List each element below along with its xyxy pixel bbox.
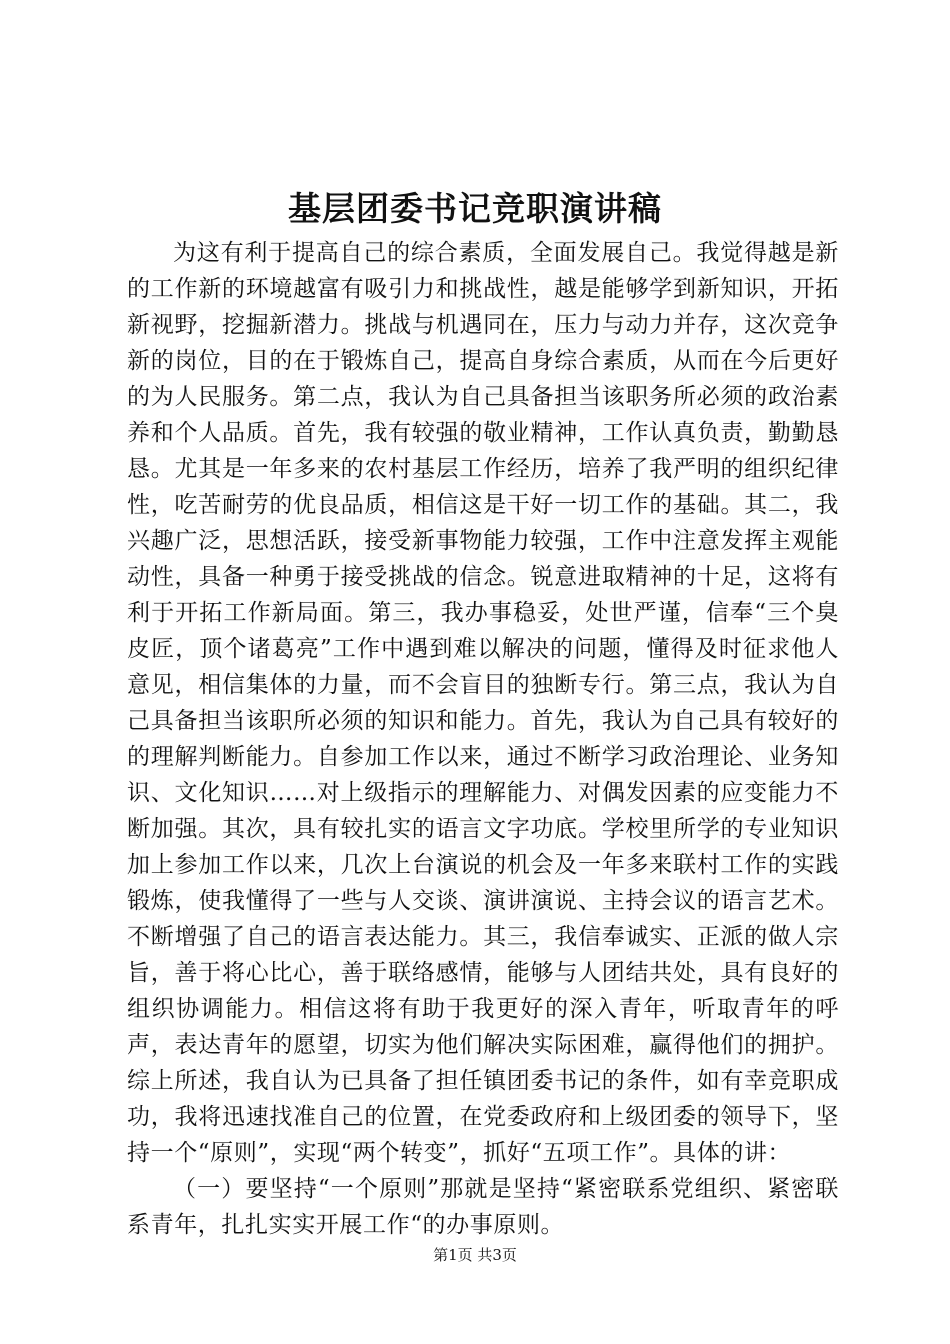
document-body xyxy=(127,235,839,1243)
page-footer: 第1页 共3页 xyxy=(433,1246,517,1264)
paragraph-1: 为这有利于提高自己的综合素质，全面发展自己。我觉得越是新的工作新的环境越富有吸引力和挑战性，越是能够学到新知识，开拓新视野，挖掘新潜力。挑战与机遇同在，压力与动力并存，这次竞争新的岗位，目的在于锻炼自己，提高自身综合素质，从而在今后更好的为人民服务。第二点，我认为自己具备担当该职务所必须的政治素养和个人品质。首先，我有较强的敬业精神，工作认真负责，勤勤恳恳。尤其是一年多来的农村基层工作经历，培养了我严明的组织纪律性，吃苦耐劳的优良品质，相信这是干好一切工作的基础。其二，我兴趣广泛，思想活跃，接受新事物能力较强，工作中注意发挥主观能动性，具备一种勇于接受挑战的信念。锐意进取精神的十足，这将有利于开拓工作新局面。第三，我办事稳妥，处世严谨，信奉“三个臭皮匠，顶个诸葛亮”工作中遇到难以解决的问题，懂得及时征求他人意见，相信集体的力量，而不会盲目的独断专行。第三点，我认为自己具备担当该职所必须的知识和能力。首先，我认为自己具有较好的的理解判断能力。自参加工作以来，通过不断学习政治理论、业务知识、文化知识……对上级指示的理解能力、对偶发因素的应变能力不断加强。其次，具有较扎实的语言文字功底。学校里所学的专业知识加上参加工作以来，几次上台演说的机会及一年多来联村工作的实践锻炼，使我懂得了一些与人交谈、演讲演说、主持会议的语言艺术。不断增强了自己的语言表达能力。其三，我信奉诚实、正派的做人宗旨，善于将心比心，善于联络感情，能够与人团结共处，具有良好的组织协调能力。相信这将有助于我更好的深入青年，听取青年的呼声，表达青年的愿望，切实为他们解决实际困难，赢得他们的拥护。综上所述，我自认为已具备了担任镇团委书记的条件，如有幸竞职成功，我将迅速找准自己的位置，在党委政府和上级团委的领导下，坚持一个“原则”，实现“两个转变”，抓好“五项工作”。具体的讲： xyxy=(127,240,839,1166)
document-title: 基层团委书记竞职演讲稿 xyxy=(288,189,662,228)
paragraph-2: （一）要坚持“一个原则”那就是坚持“紧密联系党组织、紧密联系青年，扎扎实实开展工作“的办事原则。 xyxy=(127,1176,839,1238)
